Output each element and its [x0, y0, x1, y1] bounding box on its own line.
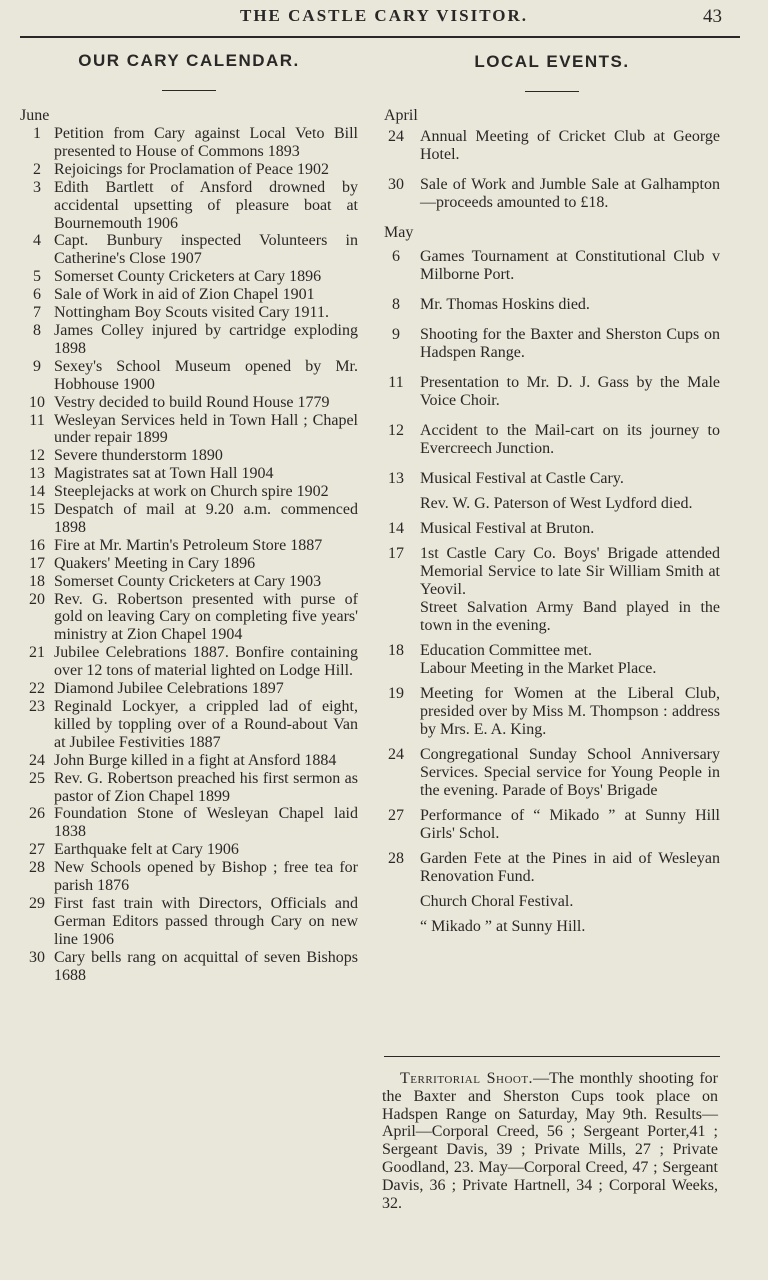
event-entry: [384, 495, 720, 513]
entry-text: Jubilee Celebrations 1887. Bonfire containing over 12 tons of material lighted on Lodge Hill.: [54, 644, 358, 680]
entry-day-number: 11: [388, 374, 404, 391]
entry-text: Sexey's School Museum opened by Mr. Hobhouse 1900: [54, 357, 358, 393]
entry-day-number: 3: [33, 178, 41, 196]
entry-text: Capt. Bunbury inspected Volunteers in Catherine's Close 1907: [54, 232, 358, 268]
calendar-entry: [20, 591, 358, 645]
event-entry: [384, 642, 720, 660]
entry-text: Sale of Work and Jumble Sale at Galhampton—proceeds amounted to £18.: [420, 176, 720, 211]
entry-day-number: 15: [29, 501, 45, 519]
calendar-entry: [20, 268, 358, 286]
entry-day-number: 13: [388, 470, 404, 487]
event-entry: [384, 746, 720, 800]
entry-text: Foundation Stone of Wesleyan Chapel laid 1838: [54, 805, 358, 841]
entry-text: John Burge killed in a fight at Ansford 1884: [54, 751, 337, 769]
entry-text: Somerset County Cricketers at Cary 1896: [54, 268, 322, 286]
entry-day-number: 14: [29, 483, 45, 501]
entry-text: Accident to the Mail-cart on its journey to Evercreech Junction.: [420, 422, 720, 457]
entry-day-number: 21: [29, 644, 45, 662]
calendar-entry: [20, 895, 358, 949]
entry-day-number: 19: [388, 685, 404, 702]
event-entry: [384, 918, 720, 936]
entry-text: Games Tournament at Constitutional Club v Milborne Port.: [420, 248, 720, 283]
entry-text: Labour Meeting in the Market Place.: [420, 660, 657, 677]
entry-text: Musical Festival at Bruton.: [420, 520, 595, 537]
entry-text: Mr. Thomas Hoskins died.: [420, 296, 590, 313]
event-entry: [384, 176, 720, 212]
calendar-entry: [20, 447, 358, 465]
entry-day-number: 11: [29, 411, 45, 429]
calendar-heading-rule: [162, 90, 216, 91]
entry-day-number: 30: [29, 948, 45, 966]
entry-text: Quakers' Meeting in Cary 1896: [54, 554, 256, 572]
entry-text: Shooting for the Baxter and Sherston Cups on Hadspen Range.: [420, 326, 720, 361]
entry-text: Garden Fete at the Pines in aid of Wesleyan Renovation Fund.: [420, 850, 720, 885]
event-entry: [384, 248, 720, 284]
event-entry: [384, 296, 720, 314]
calendar-entry: [20, 179, 358, 233]
calendar-entry: [20, 949, 358, 985]
territorial-shoot-title: Territorial Shoot.: [400, 1070, 534, 1087]
event-entry: [384, 599, 720, 635]
event-entry: [384, 893, 720, 911]
entry-day-number: 14: [388, 520, 404, 537]
local-events-column: [384, 46, 720, 936]
entry-day-number: 8: [392, 296, 400, 313]
event-entry: [384, 850, 720, 886]
entry-text: Sale of Work in aid of Zion Chapel 1901: [54, 286, 315, 304]
entry-text: Edith Bartlett of Ansford drowned by accidental upsetting of pleasure boat at Bournemouth 1906: [54, 178, 358, 232]
entry-day-number: 12: [388, 422, 404, 439]
april-entries: [384, 128, 720, 212]
entry-day-number: 1: [33, 125, 41, 142]
calendar-entry: [20, 232, 358, 268]
entry-text: First fast train with Directors, Officials and German Editors passed through Cary on new line 1906: [54, 894, 358, 948]
calendar-entry: [20, 358, 358, 394]
entry-day-number: 18: [388, 642, 404, 659]
entry-text: Performance of “ Mikado ” at Sunny Hill Girls' Schol.: [420, 807, 720, 842]
entry-day-number: 12: [29, 447, 45, 465]
entry-day-number: 24: [388, 128, 404, 145]
entry-day-number: 13: [29, 465, 45, 483]
entry-day-number: 9: [33, 357, 41, 375]
event-entry: [384, 326, 720, 362]
entry-day-number: 28: [388, 850, 404, 867]
entry-text: Street Salvation Army Band played in the town in the evening.: [420, 599, 720, 634]
running-title: THE CASTLE CARY VISITOR.: [240, 6, 528, 25]
entry-text: Magistrates sat at Town Hall 1904: [54, 465, 274, 483]
entry-day-number: 24: [29, 751, 45, 769]
entry-text: Fire at Mr. Martin's Petroleum Store 1887: [54, 536, 323, 554]
entry-day-number: 24: [388, 746, 404, 763]
calendar-entry: [20, 161, 358, 179]
event-entry: [384, 470, 720, 488]
entry-text: Presentation to Mr. D. J. Gass by the Male Voice Choir.: [420, 374, 720, 409]
calendar-entry: [20, 859, 358, 895]
entry-day-number: 17: [388, 545, 404, 562]
calendar-entry: [20, 698, 358, 752]
event-entry: [384, 545, 720, 599]
entry-day-number: 20: [29, 590, 45, 608]
entry-day-number: 7: [33, 304, 41, 322]
calendar-entry: [20, 555, 358, 573]
entry-text: Nottingham Boy Scouts visited Cary 1911.: [54, 304, 329, 322]
entry-text: Somerset County Cricketers at Cary 1903: [54, 572, 322, 590]
entry-text: Musical Festival at Castle Cary.: [420, 470, 624, 487]
calendar-entry: [20, 752, 358, 770]
entry-text: Rev. G. Robertson preached his first sermon as pastor of Zion Chapel 1899: [54, 769, 358, 805]
entry-text: Steeplejacks at work on Church spire 1902: [54, 483, 329, 501]
calendar-entry: [20, 644, 358, 680]
entry-text: Despatch of mail at 9.20 a.m. commenced 1898: [54, 501, 358, 536]
calendar-entry: [20, 770, 358, 806]
events-heading: LOCAL EVENTS.: [474, 52, 630, 71]
header-rule: [20, 36, 740, 38]
entry-day-number: 9: [392, 326, 400, 343]
entry-text: New Schools opened by Bishop ; free tea for parish 1876: [54, 859, 358, 895]
entry-text: Earthquake felt at Cary 1906: [54, 841, 239, 859]
entry-day-number: 2: [33, 160, 41, 178]
event-entry: [384, 685, 720, 739]
entry-text: Education Committee met.: [420, 642, 592, 659]
entry-day-number: 8: [33, 321, 41, 339]
calendar-entry: [20, 805, 358, 841]
entry-day-number: 4: [33, 232, 41, 250]
may-entries: [384, 248, 720, 936]
events-heading-rule: [525, 91, 579, 92]
page-number: 43: [703, 6, 722, 27]
calendar-entry: [20, 537, 358, 555]
section-divider: [384, 1056, 720, 1057]
entry-day-number: 18: [29, 572, 45, 590]
entry-text: Reginald Lockyer, a crippled lad of eight, killed by toppling over of a Round-about Van at Jubilee Festivities 1887: [54, 698, 358, 751]
calendar-entry: [20, 573, 358, 591]
entry-day-number: 5: [33, 268, 41, 286]
calendar-entry: [20, 680, 358, 698]
entry-text: Vestry decided to build Round House 1779: [54, 393, 330, 411]
entry-day-number: 6: [33, 286, 41, 304]
entry-text: “ Mikado ” at Sunny Hill.: [420, 918, 586, 935]
calendar-entry: [20, 501, 358, 537]
territorial-shoot-paragraph: [382, 1070, 718, 1212]
event-entry: [384, 128, 720, 164]
entry-day-number: 29: [29, 894, 45, 912]
cary-calendar-column: [20, 46, 358, 985]
event-entry: [384, 660, 720, 678]
event-entry: [384, 520, 720, 538]
entry-day-number: 10: [29, 393, 45, 411]
events-month-may: May: [384, 224, 414, 241]
entry-text: Congregational Sunday School Anniversary Services. Special service for Young People in the evening. Parade of Boys' Brigade: [420, 746, 720, 799]
entry-day-number: 27: [29, 841, 45, 859]
calendar-entry: [20, 483, 358, 501]
entry-text: Cary bells rang on acquittal of seven Bishops 1688: [54, 948, 358, 984]
entry-text: Rev. G. Robertson presented with purse of gold on leaving Cary on completing five years' ministry at Zion Chapel 1904: [54, 590, 358, 644]
calendar-entry: [20, 304, 358, 322]
event-entry: [384, 807, 720, 843]
entry-day-number: 17: [29, 554, 45, 572]
entry-text: Wesleyan Services held in Town Hall ; Chapel under repair 1899: [54, 411, 358, 447]
entry-day-number: 26: [29, 805, 45, 823]
calendar-month: June: [20, 107, 50, 124]
event-entry: [384, 374, 720, 410]
entry-text: Church Choral Festival.: [420, 893, 574, 910]
entry-day-number: 16: [29, 536, 45, 554]
entry-text: Rejoicings for Proclamation of Peace 1902: [54, 160, 330, 178]
entry-text: Annual Meeting of Cricket Club at George Hotel.: [420, 128, 720, 163]
calendar-entry: [20, 412, 358, 448]
events-month-april: April: [384, 107, 418, 124]
calendar-entry: [20, 841, 358, 859]
calendar-entry: [20, 286, 358, 304]
entry-text: 1st Castle Cary Co. Boys' Brigade attended Memorial Service to late Sir William Smith at Yeovil.: [420, 545, 720, 598]
entry-day-number: 30: [388, 176, 404, 193]
entry-text: James Colley injured by cartridge exploding 1898: [54, 321, 358, 357]
entry-text: Severe thunderstorm 1890: [54, 447, 223, 465]
calendar-entries: [20, 125, 358, 985]
running-head: [0, 4, 768, 28]
entry-day-number: 6: [392, 248, 400, 265]
calendar-heading: OUR CARY CALENDAR.: [78, 51, 300, 70]
territorial-shoot-body: —The monthly shooting for the Baxter and Sherston Cups took place on Hadspen Range on Saturday, May 9th. Results—April—Corporal Creed, 56 ; Sergeant Porter,41 ; Sergeant Davis, 39 ; Private Mills, 27 ; Private Goodland, 23. May—Corporal Creed, 47 ; Sergeant Davis, 36 ; Private Hartnell, 34 ; Corporal Weeks, 32.: [382, 1070, 719, 1212]
entry-text: Diamond Jubilee Celebrations 1897: [54, 680, 284, 698]
entry-text: Rev. W. G. Paterson of West Lydford died.: [420, 495, 693, 512]
entry-text: Meeting for Women at the Liberal Club, presided over by Miss M. Thompson : address by Mrs. E. A. King.: [420, 685, 720, 738]
entry-day-number: 27: [388, 807, 404, 824]
entry-text: Petition from Cary against Local Veto Bill presented to House of Commons 1893: [54, 125, 358, 160]
calendar-entry: [20, 465, 358, 483]
entry-day-number: 23: [29, 698, 45, 715]
entry-day-number: 25: [29, 769, 45, 787]
calendar-entry: [20, 394, 358, 412]
calendar-entry: [20, 125, 358, 161]
entry-day-number: 22: [29, 680, 45, 698]
calendar-entry: [20, 322, 358, 358]
event-entry: [384, 422, 720, 458]
entry-day-number: 28: [29, 859, 45, 877]
